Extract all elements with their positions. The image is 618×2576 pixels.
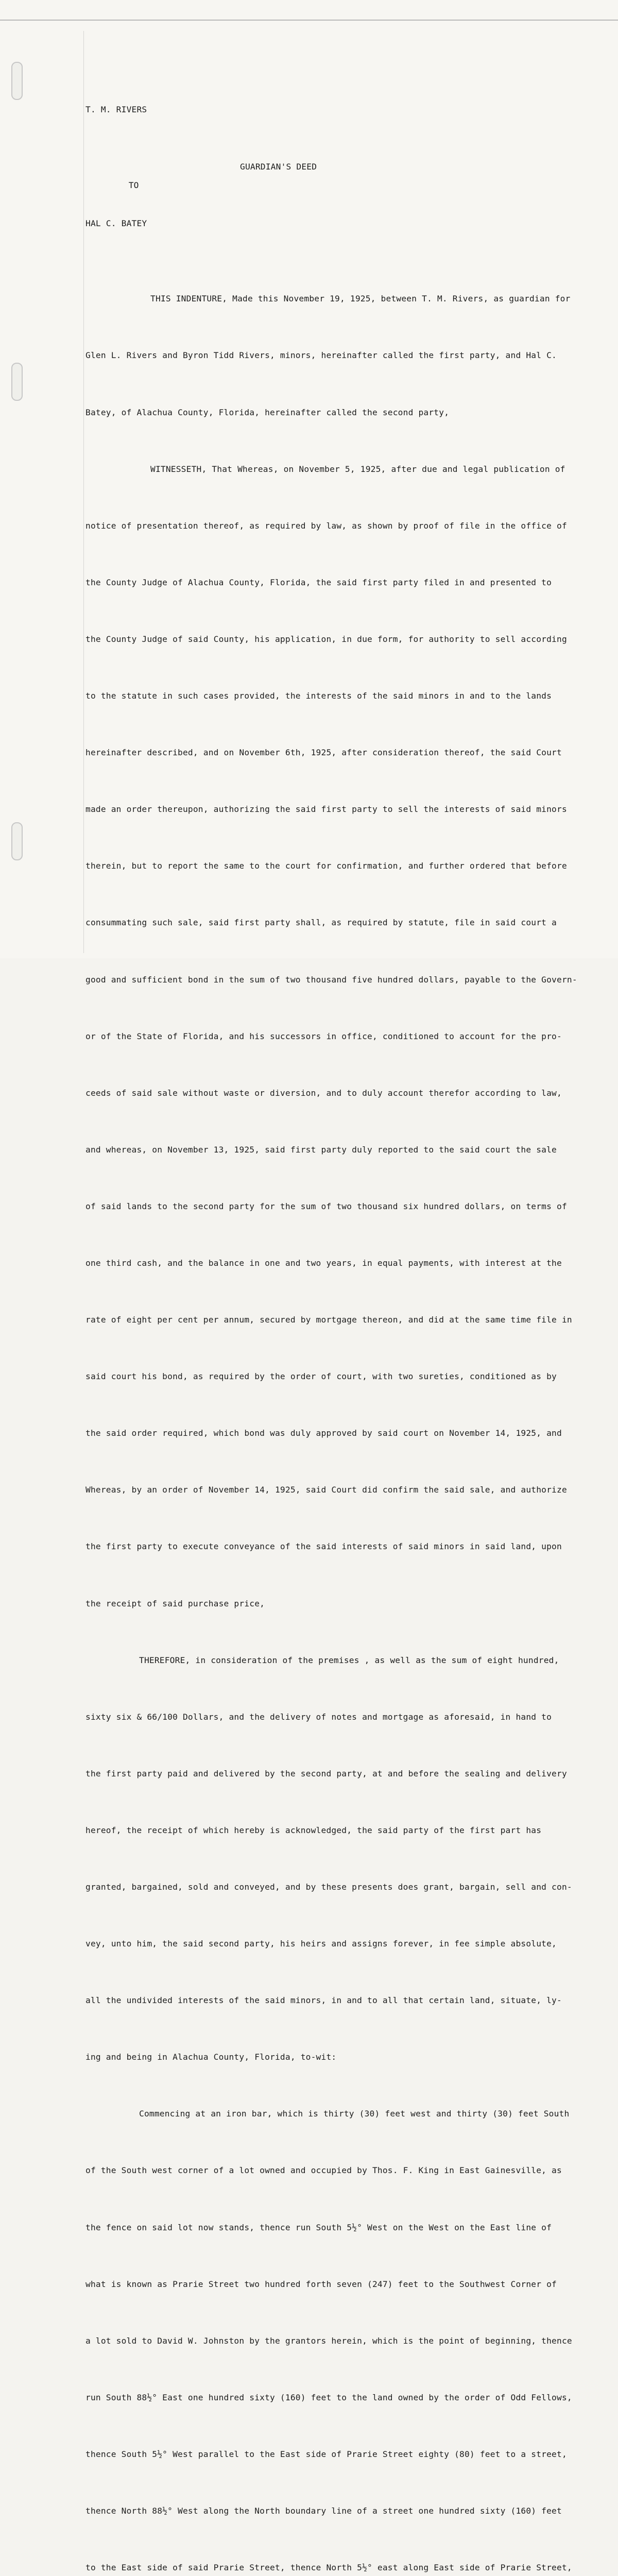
body-line: to the statute in such cases provided, the interests of the said minors in and to the lands <box>85 691 552 701</box>
body-line: THIS INDENTURE, Made this November 19, 1925, between T. M. Rivers, as guardian for <box>150 294 571 304</box>
body-line: one third cash, and the balance in one and two years, in equal payments, with interest at the <box>85 1258 562 1268</box>
binder-hole-middle <box>11 363 23 401</box>
deed-text <box>85 63 588 2576</box>
body-line: rate of eight per cent per annum, secured by mortgage thereon, and did at the same time file in <box>85 1315 572 1325</box>
body-line: the first party to execute conveyance of the said interests of said minors in said land, upon <box>85 1541 562 1552</box>
body-line: run South 88½° East one hundred sixty (160) feet to the land owned by the order of Odd Fellows, <box>85 2392 572 2402</box>
body-line: ing and being in Alachua County, Florida, to-wit: <box>85 2052 337 2062</box>
top-rule <box>0 20 618 21</box>
body-line: Commencing at an iron bar, which is thirty (30) feet west and thirty (30) feet South <box>139 2109 570 2119</box>
body-line: all the undivided interests of the said minors, in and to all that certain land, situate, ly- <box>85 1995 562 2006</box>
body-line: thence North 88½° West along the North boundary line of a street one hundred sixty (160) feet <box>85 2506 562 2516</box>
body-line: granted, bargained, sold and conveyed, and by these presents does grant, bargain, sell and con- <box>85 1882 572 1892</box>
body-line: said court his bond, as required by the order of court, with two sureties, conditioned as by <box>85 1371 557 1382</box>
body-line: the receipt of said purchase price, <box>85 1598 265 1608</box>
body-line: thence South 5½° West parallel to the East side of Prarie Street eighty (80) feet to a street, <box>85 2449 567 2459</box>
body-line: the said order required, which bond was duly approved by said court on November 14, 1925, and <box>85 1428 562 1438</box>
binder-hole-bottom <box>11 822 23 860</box>
body-line: Batey, of Alachua County, Florida, hereinafter called the second party, <box>85 407 450 417</box>
body-line: THEREFORE, in consideration of the premises , as well as the sum of eight hundred, <box>139 1655 559 1665</box>
body-line: of the South west corner of a lot owned and occupied by Thos. F. King in East Gainesville, as <box>85 2165 562 2176</box>
body-line: ceeds of said sale without waste or diversion, and to duly account therefor according to law, <box>85 1088 562 1098</box>
body-line: and whereas, on November 13, 1925, said first party duly reported to the said court the sale <box>85 1144 557 1155</box>
margin-line <box>83 31 84 953</box>
body-line: good and sufficient bond in the sum of two thousand five hundred dollars, payable to the Govern- <box>85 974 577 985</box>
body-line: to the East side of said Prarie Street, thence North 5½° east along East side of Prarie Street, <box>85 2563 572 2573</box>
body-line: made an order thereupon, authorizing the said first party to sell the interests of said minors <box>85 804 567 815</box>
body-line: consummating such sale, said first party shall, as required by statute, file in said court a <box>85 918 557 928</box>
body-line: what is known as Prarie Street two hundred forth seven (247) feet to the Southwest Corner of <box>85 2279 557 2289</box>
body-line: sixty six & 66/100 Dollars, and the delivery of notes and mortgage as aforesaid, in hand to <box>85 1711 552 1722</box>
binder-hole-top <box>11 62 23 100</box>
body-line: notice of presentation thereof, as required by law, as shown by proof of file in the office of <box>85 520 567 531</box>
body-line: hereof, the receipt of which hereby is acknowledged, the said party of the first part has <box>85 1825 542 1835</box>
body-line: the fence on said lot now stands, thence run South 5½° West on the West on the East line of <box>85 2222 552 2232</box>
grantor-name: T. M. RIVERS <box>85 105 147 115</box>
body-line: therein, but to report the same to the court for confirmation, and further ordered that before <box>85 861 567 871</box>
body-line: the County Judge of said County, his application, in due form, for authority to sell according <box>85 634 567 644</box>
body-line: Glen L. Rivers and Byron Tidd Rivers, minors, hereinafter called the first party, and Hal C. <box>85 350 557 361</box>
body-line: vey, unto him, the said second party, his heirs and assigns forever, in fee simple absolute, <box>85 1939 557 1949</box>
body-line: a lot sold to David W. Johnston by the grantors herein, which is the point of beginning, thence <box>85 2335 572 2346</box>
body-line: hereinafter described, and on November 6th, 1925, after consideration thereof, the said Court <box>85 748 562 758</box>
body-line: of said lands to the second party for the sum of two thousand six hundred dollars, on terms of <box>85 1201 567 1211</box>
body-line: the County Judge of Alachua County, Florida, the said first party filed in and presented to <box>85 577 552 587</box>
body-line: WITNESSETH, That Whereas, on November 5, 1925, after due and legal publication of <box>150 464 565 474</box>
deed-title: GUARDIAN'S DEED <box>240 161 317 172</box>
heading-row <box>85 158 588 191</box>
to-label: TO <box>128 180 139 191</box>
grantee-name: HAL C. BATEY <box>85 218 147 228</box>
body-line: or of the State of Florida, and his successors in office, conditioned to account for the pro- <box>85 1031 562 1041</box>
body-line: the first party paid and delivered by the second party, at and before the sealing and delivery <box>85 1768 567 1778</box>
body-line: Whereas, by an order of November 14, 1925, said Court did confirm the said sale, and authorize <box>85 1485 567 1495</box>
